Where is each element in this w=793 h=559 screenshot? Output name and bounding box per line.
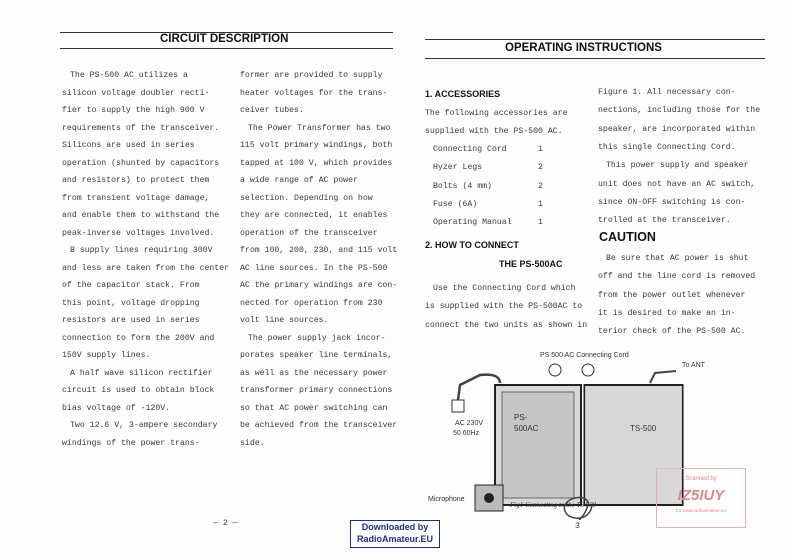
ps-label-2: 500AC bbox=[514, 424, 539, 433]
figure-caption: Fig1 Connecting to the TS 500 bbox=[510, 501, 597, 509]
text-line: The Power Transformer has two bbox=[248, 123, 391, 133]
ac-label-1: AC 230V bbox=[455, 420, 484, 427]
text-line: ceiver tubes. bbox=[240, 106, 304, 115]
download-badge bbox=[350, 520, 440, 548]
text-line: bias voltage of -120V. bbox=[62, 403, 171, 413]
text-line: of the capacitor stack. From bbox=[62, 281, 200, 290]
text-line: nections, including those for the bbox=[598, 106, 761, 116]
page-number-left: — 2 — bbox=[213, 519, 238, 528]
power-cord bbox=[458, 375, 500, 400]
text-line: unit does not have an AC switch, bbox=[598, 179, 756, 189]
ac-label-2: 50 60Hz bbox=[453, 430, 480, 437]
text-line: Hyzer Legs bbox=[433, 163, 483, 173]
badge-line-2: RadioAmateur.EU bbox=[356, 534, 434, 544]
text-line: heater voltages for the trans- bbox=[240, 88, 388, 98]
text-line: and resistors) to protect them bbox=[62, 176, 210, 185]
text-line: silicon voltage doubler recti- bbox=[62, 88, 210, 98]
ant-label: To ANT bbox=[682, 362, 705, 369]
connect-heading: 2. HOW TO CONNECT bbox=[425, 240, 519, 250]
text-line: Fuse (6A) bbox=[433, 199, 478, 209]
text-line: 115 volt primary windings, both bbox=[240, 141, 393, 150]
ts-label: TS-500 bbox=[630, 424, 657, 433]
title-rule-bottom bbox=[60, 48, 393, 49]
accessories-heading: 1. ACCESSORIES bbox=[425, 89, 501, 99]
text-line: Figure 1. All necessary con- bbox=[598, 88, 736, 97]
ps-label-1: PS- bbox=[514, 413, 528, 422]
text-line: it is desired to make an in- bbox=[598, 308, 736, 318]
title-rule-bottom-right bbox=[425, 58, 765, 59]
connect-subheading: THE PS-500AC bbox=[499, 259, 563, 269]
cord-loop bbox=[582, 364, 594, 376]
text-line: supplied with the PS-500 AC. bbox=[425, 127, 563, 136]
cord-label: PS 500 AC Connecting Cord bbox=[540, 352, 629, 359]
text-line: and enable them to withstand the bbox=[62, 211, 220, 220]
text-line: Silicons are used in series bbox=[62, 141, 195, 150]
text-line: AC the primary windings are con- bbox=[240, 281, 398, 290]
text-line: fier to supply the high 900 V bbox=[62, 106, 205, 115]
text-line: be achieved from the transceiver bbox=[240, 421, 398, 430]
text-line: from 100, 200, 230, and 115 volt bbox=[240, 246, 398, 255]
text-line: former are provided to supply bbox=[240, 71, 383, 80]
text-line: nected for operation from 230 bbox=[240, 298, 383, 308]
text-line: selection. Depending on how bbox=[240, 193, 373, 203]
badge-line-1: Downloaded by bbox=[361, 522, 429, 532]
text-line: since ON-OFF switching is con- bbox=[598, 197, 746, 207]
text-line: requirements of the transceiver. bbox=[62, 123, 220, 133]
text-line: is supplied with the PS-500AC to bbox=[425, 302, 583, 312]
text-line: and less are taken from the center bbox=[62, 263, 230, 273]
text-line: connect the two units as shown in bbox=[425, 320, 588, 330]
stamp-line-3: for www.radioamateur.eu bbox=[676, 508, 726, 513]
text-line: 1 bbox=[538, 145, 543, 154]
text-line: transformer primary connections bbox=[240, 386, 393, 395]
operating-instructions-title: OPERATING INSTRUCTIONS bbox=[505, 42, 662, 54]
text-line: operation of the transceiver bbox=[240, 228, 378, 238]
page-number-right: 3 bbox=[575, 522, 580, 531]
text-line: connection to form the 200V and bbox=[62, 333, 215, 343]
text-line: circuit is used to obtain block bbox=[62, 386, 215, 395]
circuit-description-title: CIRCUIT DESCRIPTION bbox=[160, 33, 289, 45]
text-line: The PS-500 AC utilizes a bbox=[70, 71, 188, 80]
text-line: 1 bbox=[538, 199, 543, 209]
text-line: side. bbox=[240, 438, 265, 448]
microphone-grille bbox=[484, 493, 494, 503]
text-line: Use the Connecting Cord which bbox=[433, 284, 576, 293]
ps-unit-grille bbox=[502, 392, 574, 498]
text-line: off and the line cord is removed bbox=[598, 272, 756, 282]
text-line: a wide range of AC power bbox=[240, 176, 358, 185]
text-line: this point, voltage dropping bbox=[62, 298, 200, 308]
text-line: terior check of the PS-500 AC. bbox=[598, 327, 746, 337]
text-line: The power supply jack incor- bbox=[248, 333, 386, 343]
stamp-line-1: Scanned by bbox=[685, 476, 717, 482]
text-line: 2 bbox=[538, 163, 543, 173]
text-line: as well as the necessary power bbox=[240, 368, 388, 378]
cord-loop bbox=[549, 364, 561, 376]
text-line: AC line sources. In the PS-500 bbox=[240, 263, 388, 273]
text-line: B supply lines requiring 300V bbox=[70, 246, 213, 255]
text-line: trolled at the transceiver. bbox=[598, 216, 731, 226]
mic-label: Microphone bbox=[428, 496, 465, 503]
plug-icon bbox=[452, 400, 464, 412]
caution-heading: CAUTION bbox=[599, 230, 656, 244]
text-line: speaker, are incorporated within bbox=[598, 124, 756, 134]
scanned-by-stamp bbox=[656, 468, 746, 528]
text-line: windings of the power trans- bbox=[62, 438, 200, 448]
text-line: operation (shunted by capacitors bbox=[62, 158, 220, 168]
text-line: 1 bbox=[538, 218, 543, 228]
text-line: This power supply and speaker bbox=[606, 161, 749, 171]
text-line: Operating Manual bbox=[433, 218, 512, 228]
title-rule-top-right bbox=[425, 39, 765, 40]
text-line: Be sure that AC power is shut bbox=[606, 254, 749, 263]
text-line: from transient voltage damage, bbox=[62, 193, 210, 203]
text-line: tapped at 100 V, which provides bbox=[240, 158, 393, 168]
text-line: so that AC power switching can bbox=[240, 403, 388, 413]
text-line: Connecting Cord bbox=[433, 145, 507, 154]
stamp-line-2: IZ5IUY bbox=[677, 487, 725, 504]
antenna-lead bbox=[650, 371, 676, 383]
text-line: from the power outlet whenever bbox=[598, 290, 746, 300]
text-line: porates speaker line terminals, bbox=[240, 351, 393, 360]
text-line: volt line sources. bbox=[240, 316, 329, 325]
text-line: 2 bbox=[538, 181, 543, 191]
text-line: A half wave silicon rectifier bbox=[70, 368, 213, 378]
text-line: 150V supply lines. bbox=[62, 351, 151, 360]
text-line: they are connected, it enables bbox=[240, 211, 388, 220]
text-line: this single Connecting Cord. bbox=[598, 142, 736, 152]
text-line: Two 12.6 V, 3-ampere secondary bbox=[70, 421, 218, 430]
text-line: Bolts (4 mm) bbox=[433, 181, 492, 191]
text-line: peak-inverse voltages involved. bbox=[62, 228, 215, 238]
text-line: The following accessories are bbox=[425, 109, 568, 118]
text-line: resistors are used in series bbox=[62, 316, 200, 325]
